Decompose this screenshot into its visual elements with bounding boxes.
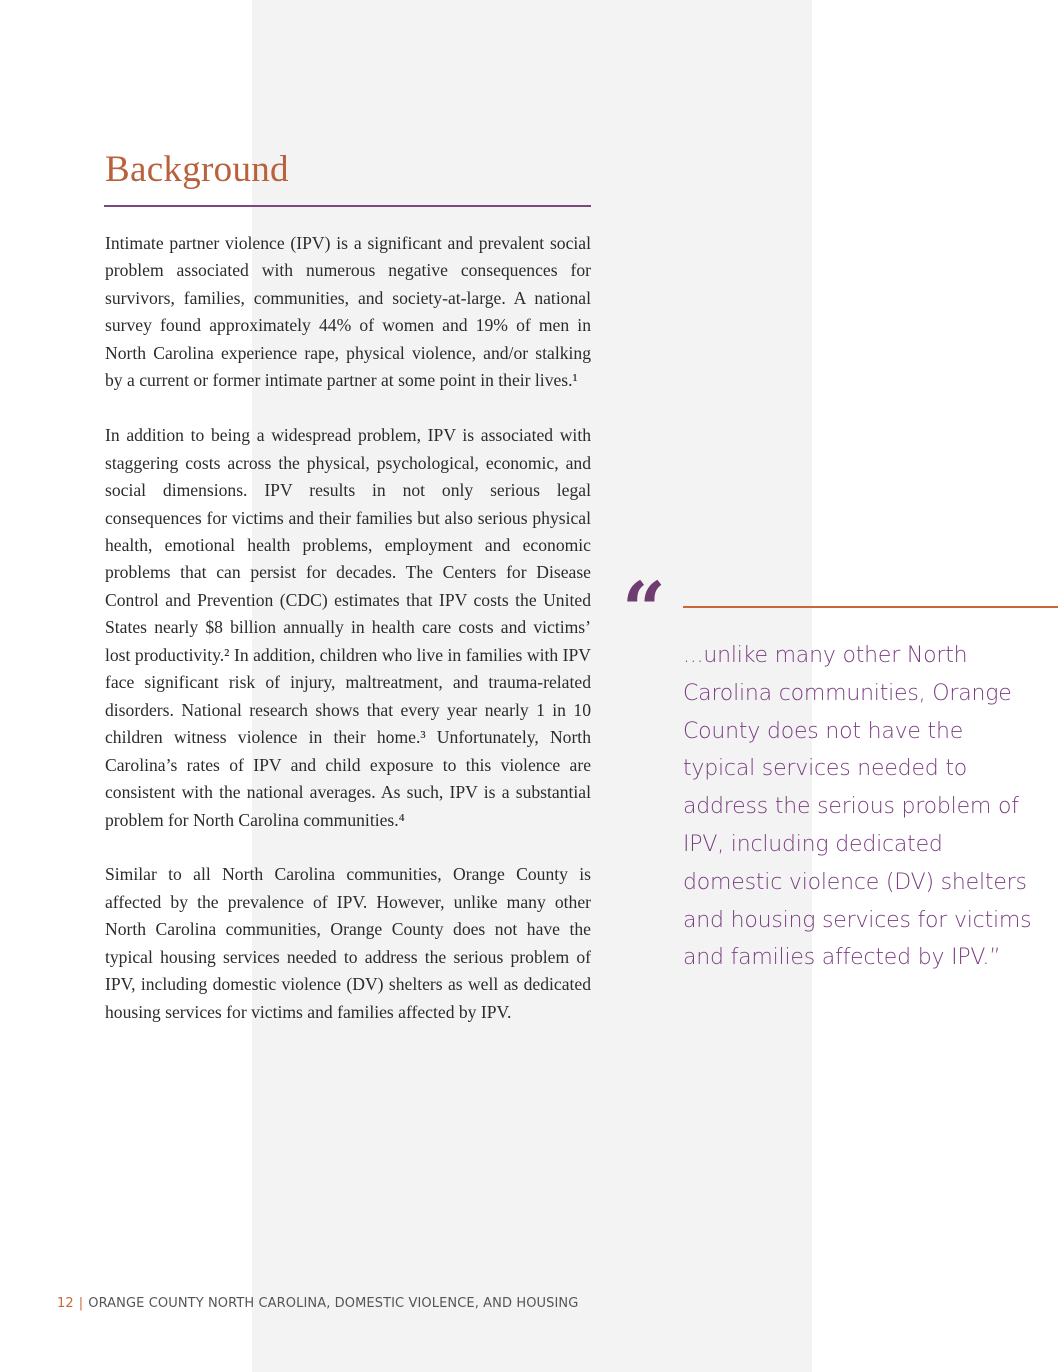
body-text xyxy=(105,230,591,1054)
page-number: 12 xyxy=(57,1296,74,1311)
quote-mark-icon: “ xyxy=(622,565,666,654)
paragraph: Similar to all North Carolina communities, Orange County is affected by the prevalence of IPV. However, unlike many other North Carolina communities, Orange County does not have the typical housing services needed to address the serious problem of IPV, including domestic violence (DV) shelters as well as dedicated housing services for victims and families affected by IPV. xyxy=(105,864,591,1022)
pull-quote: ...unlike many other North Carolina communities, Orange County does not have the typical services needed to address the serious problem of IPV, including dedicated domestic violence (DV) shelters and housing services for victims and families affected by IPV.” xyxy=(683,643,1032,971)
heading-divider xyxy=(104,205,591,207)
page-footer xyxy=(57,1296,578,1311)
quote-divider xyxy=(683,606,1058,608)
paragraph: Intimate partner violence (IPV) is a significant and prevalent social problem associated with numerous negative consequences for survivors, families, communities, and society-at-large. A national survey found approximately 44% of women and 19% of men in North Carolina experience rape, physical violence, and/or stalking by a current or former intimate partner at some point in their lives.¹ xyxy=(105,233,591,391)
paragraph: In addition to being a widespread problem, IPV is associated with staggering costs across the physical, psychological, economic, and social dimensions. IPV results in not only serious legal consequences for victims and their families but also serious physical health, emotional health problems, employment and economic problems that can persist for decades. The Centers for Disease Control and Prevention (CDC) estimates that IPV costs the United States nearly $8 billion annually in health care costs and victims’ lost productivity.² In addition, children who live in families with IPV face significant risk of injury, maltreatment, and trauma-related disorders. National research shows that every year nearly 1 in 10 children witness violence in their home.³ Unfortunately, North Carolina’s rates of IPV and child exposure to this violence are consistent with the national averages. As such, IPV is a substantial problem for North Carolina communities.⁴ xyxy=(105,425,591,830)
footer-title: ORANGE COUNTY NORTH CAROLINA, DOMESTIC VIOLENCE, AND HOUSING xyxy=(88,1296,579,1311)
section-heading: Background xyxy=(105,149,289,190)
footer-separator: | xyxy=(78,1296,84,1311)
